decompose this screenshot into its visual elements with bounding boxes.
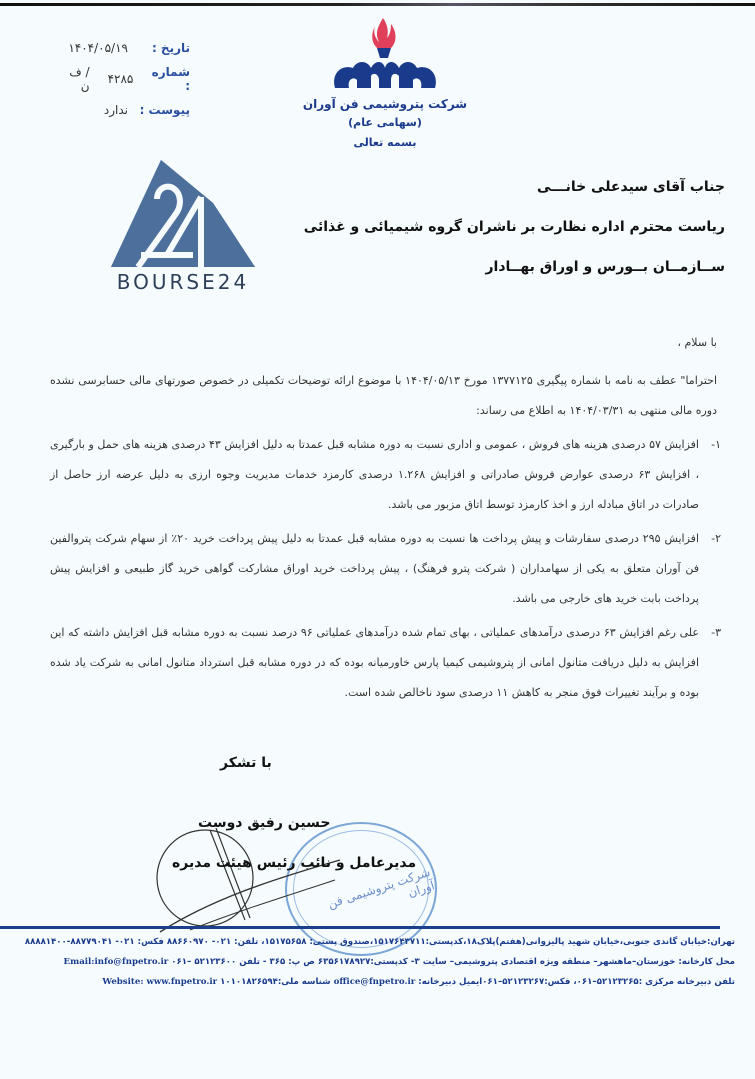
bismillah-heading: بسمه تعالی	[353, 136, 417, 149]
item-text: افزایش ۵۷ درصدی هزینه های فروش ، عمومی و اداری نسبت به دوره مشابه قبل عمدتا به دلیل افزایش ۴۳ درصدی هزینه های حمل و بارگیری ، افزایش ۶۳ درصدی عوارض فروش صادراتی و افزایش ۱.۲۶۸ درصدی کارمزد خدمات مدیریت وجوه ارزی به دلیل عرضه ارز حاصل از صادرات در اتاق مبادله ارز و اخذ کارمزد توسط اتاق مزبور می باشد.	[50, 438, 700, 511]
signature-icon	[150, 820, 350, 935]
company-name: شرکت پتروشیمی فن آوران	[302, 97, 468, 111]
secretariat-text: تلفن دبیرخانه مرکزی :۵۲۱۲۳۲۶۵–۰۶۱، فکس:۵۲۱۲۳۲۶۷–۰۶۱ایمیل دبیرخانه:	[418, 977, 735, 987]
footer-rule	[0, 926, 720, 929]
meta-date	[60, 32, 190, 63]
addressee-name: جناب آقای سیدعلی خانـــی	[537, 179, 725, 195]
attachment-value: ندارد	[103, 102, 128, 117]
top-border-rule	[0, 3, 755, 6]
company-header	[300, 14, 470, 153]
signer-title: مدیرعامل و نائب رئیس هیئت مدیره	[172, 855, 417, 871]
item-number: ۲-	[711, 532, 721, 545]
letter-meta	[60, 32, 190, 125]
item-number: ۱-	[711, 438, 721, 451]
letter-footer	[20, 932, 735, 992]
list-item	[50, 524, 725, 614]
bourse24-triangle-icon	[103, 155, 263, 270]
footer-factory-address	[20, 952, 735, 972]
meta-number	[60, 63, 190, 94]
intro-paragraph: احتراما" عطف به نامه با شماره پیگیری ۱۳۷۷۱۲۵ مورخ ۱۴۰۴/۰۵/۱۳ با موضوع ارائه توضیحات تکمیلی در خصوص صورتهای مالی حسابرسی نشده دوره مالی منتهی به ۱۴۰۴/۰۳/۳۱ به اطلاع می رساند:	[50, 374, 717, 417]
item-text: علی رغم افزایش ۶۳ درصدی درآمدهای عملیاتی ، بهای تمام شده درآمدهای عملیاتی ۹۶ درصد نسبت به دوره مشابه قبل افزایش داشته که این افزایش به دلیل دریافت متانول امانی از پتروشیمی کیمیا پارس خاورمیانه بوده که در دوره مشابه قبل استرداد متانول امانی به شرکت یاد شده بوده و برآیند تغییرات فوق منجر به کاهش ۱۱ درصدی سود ناخالص شده است.	[50, 626, 699, 699]
factory-address-text: محل کارخانه: خوزستان–ماهشهر– منطقه ویژه اقتصادی پتروشیمی– سایت ۳- کدپستی:۶۳۵۶۱۷۸۹۲۷ ص پ: ۳۶۵ - تلفن ۵۲۱۲۳۶۰۰ –۰۶۱	[168, 957, 735, 967]
date-value: ۱۴۰۴/۰۵/۱۹	[68, 40, 128, 55]
number-suffix: / ف ن	[69, 64, 90, 93]
greeting: با سلام ،	[677, 336, 717, 349]
addressee-block	[304, 175, 725, 295]
company-type: (سهامی عام)	[348, 116, 422, 129]
footer-email-link[interactable]: Email:info@fnpetro.ir	[63, 957, 169, 967]
closing-thanks: با تشکر	[220, 755, 272, 771]
footer-office-email-link[interactable]: office@fnpetro.ir	[333, 977, 416, 987]
torch-logo-icon	[325, 14, 445, 96]
bourse24-label: BOURSE24	[116, 270, 250, 294]
date-label: تاریخ :	[151, 40, 190, 55]
footer-website-link[interactable]: Website: www.fnpetro.ir	[102, 977, 218, 987]
attachment-label: پیوست :	[139, 102, 190, 117]
addressee-position: ریاست محترم اداره نظارت بر ناشران گروه شیمیائی و غذائی	[303, 219, 725, 235]
bourse24-watermark	[103, 155, 263, 294]
item-text: افزایش ۲۹۵ درصدی سفارشات و پیش پرداخت ها نسبت به دوره مشابه قبل عمدتا به دلیل پیش پرداخت خرید ۲۰٪ از سهام شرکت پتروالفین فن آوران متعلق به یکی از سهامداران ( شرکت پترو فرهنگ) ، پیش پرداخت خرید اوراق مشارکت گواهی خرید گاز طبیعی و افزایش پیش پرداخت بابت خرید های خارجی می باشد.	[50, 532, 699, 605]
number-label: شماره :	[151, 64, 190, 93]
footer-tehran-address: تهران:خیابان گاندی جنوبی،خیابان شهید پالیزوانی(هفتم)پلاک۱۸،کدپستی:۱۵۱۷۶۴۳۷۱۱،صندوق پستی: ۱۵۱۷۵۶۵۸، تلفن: ۰۲۱- ۸۸۶۶۰۹۷۰ فکس: ۰۲۱- ۸۸۷۷۹۰۴۱-۸۸۸۸۱۴۰۰	[24, 937, 735, 947]
letter-body	[50, 336, 725, 708]
meta-attachment	[60, 94, 190, 125]
stamp-text: شرکت پتروشیمی فن آوران	[326, 864, 437, 912]
item-number: ۳-	[711, 626, 721, 639]
addressee-organization: ســازمــان بــورس و اوراق بهــادار	[485, 259, 725, 275]
number-value: ۴۲۸۵	[107, 71, 134, 86]
list-item	[50, 430, 725, 520]
national-id: شناسه ملی:۱۰۱۰۱۸۲۶۵۹۴	[217, 977, 331, 987]
signer-name: حسین رفیق دوست	[198, 815, 331, 831]
list-item	[50, 618, 725, 708]
footer-secretariat	[20, 972, 735, 992]
